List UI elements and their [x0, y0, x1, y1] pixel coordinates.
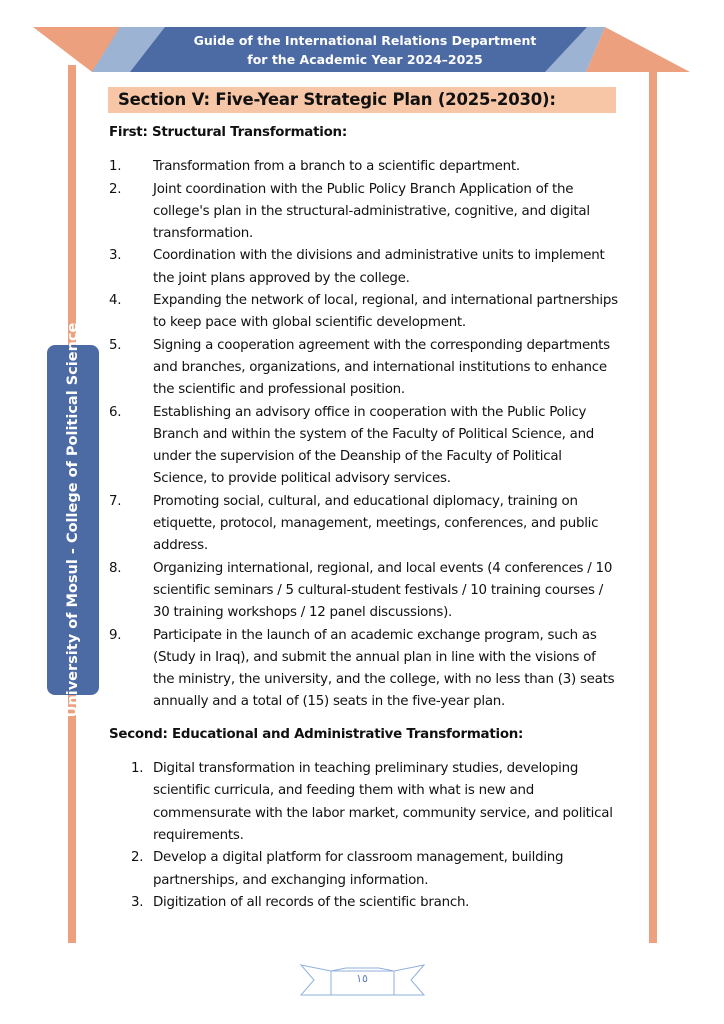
item-number: 3.	[131, 894, 144, 910]
page-content	[109, 122, 619, 914]
item-text: Expanding the network of local, regional, and international partnerships to keep pace with global scientific development.	[153, 293, 618, 331]
side-banner	[47, 322, 99, 718]
page-number-ribbon	[300, 962, 425, 998]
item-text: Organizing international, regional, and local events (4 conferences / 10 scientific seminars / 5 cultural-student festivals / 10 training courses / 30 training workshops / 12 panel discussions).	[153, 560, 613, 621]
educational-transformation-list	[109, 758, 619, 914]
header-line-2: for the Academic Year 2024–2025	[247, 52, 483, 67]
item-number: 2.	[131, 850, 144, 866]
list-item	[109, 335, 619, 402]
item-number: 2.	[109, 181, 122, 197]
item-text: Digital transformation in teaching preliminary studies, developing scientific curricula, and feeding them with what is new and commensurate with the labor market, community service, and political requirements.	[153, 761, 613, 843]
item-text: Promoting social, cultural, and educational diplomacy, training on etiquette, protocol, management, meetings, conferences, and public address.	[153, 493, 599, 554]
item-text: Joint coordination with the Public Policy Branch Application of the college's plan in the structural-administrative, cognitive, and digital transformation.	[153, 181, 590, 242]
section-title-bar	[108, 87, 616, 113]
document-header	[180, 31, 550, 69]
item-number: 7.	[109, 493, 122, 509]
item-number: 3.	[109, 248, 122, 264]
item-number: 1.	[109, 159, 122, 175]
side-banner-text: University of Mosul - College of Political Science	[65, 322, 81, 718]
list-item	[109, 245, 619, 290]
list-item	[109, 558, 619, 625]
item-number: 4.	[109, 293, 122, 309]
item-text: Transformation from a branch to a scientific department.	[153, 159, 520, 175]
list-item	[109, 758, 619, 847]
item-text: Signing a cooperation agreement with the corresponding departments and branches, organizations, and international institutions to enhance the scientific and professional position.	[153, 337, 610, 398]
item-text: Coordination with the divisions and administrative units to implement the joint plans approved by the college.	[153, 248, 605, 286]
item-number: 6.	[109, 404, 122, 420]
list-item	[109, 402, 619, 491]
list-item	[109, 625, 619, 714]
list-item	[109, 491, 619, 558]
header-line-1: Guide of the International Relations Department	[193, 33, 537, 48]
list-item	[109, 290, 619, 335]
section-title: Section V: Five-Year Strategic Plan (2025-2030):	[118, 90, 556, 109]
item-text: Establishing an advisory office in cooperation with the Public Policy Branch and within the system of the Faculty of Political Science, and under the supervision of the Deanship of the Faculty of Political Science, to provide political advisory services.	[153, 404, 595, 487]
item-text: Develop a digital platform for classroom management, building partnerships, and exchanging information.	[153, 850, 564, 888]
first-heading: First: Structural Transformation:	[109, 125, 347, 140]
item-text: Participate in the launch of an academic exchange program, such as (Study in Iraq), and submit the annual plan in line with the visions of the ministry, the university, and the college, with no less than (3) seats annually and a total of (15) seats in the five-year plan.	[153, 627, 615, 710]
list-item	[109, 892, 619, 914]
page-number: ١٥	[356, 972, 368, 985]
list-item	[109, 156, 619, 178]
item-text: Digitization of all records of the scientific branch.	[153, 894, 470, 910]
right-pillar	[649, 65, 657, 943]
second-heading: Second: Educational and Administrative Transformation:	[109, 726, 524, 742]
item-number: 8.	[109, 560, 122, 576]
structural-transformation-list	[109, 156, 619, 713]
item-number: 5.	[109, 337, 122, 353]
list-item	[109, 179, 619, 246]
item-number: 9.	[109, 627, 122, 643]
list-item	[109, 847, 619, 892]
item-number: 1.	[131, 761, 144, 777]
